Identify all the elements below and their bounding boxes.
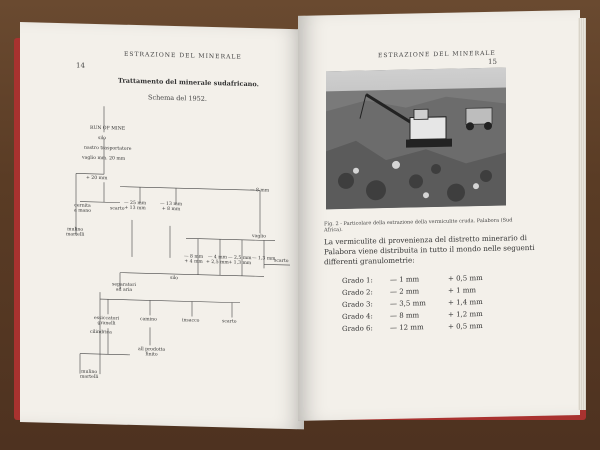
left-page xyxy=(20,22,304,429)
grade-label: Grado 1: xyxy=(342,276,373,285)
photo-caption: Fig. 2 - Particolare della estrazione della vermiculite cruda. Palabora (Sud Africa). xyxy=(324,217,513,234)
flow-run-of-mine: RUN OF MINE xyxy=(90,125,126,132)
grade-label: Grado 2: xyxy=(342,288,373,297)
flow-coarse: essiccatori granelli xyxy=(94,315,120,327)
flow-grade-4-25: — 4 mm + 2,5 mm xyxy=(206,254,229,266)
flow-air-separators: separatori ad aria xyxy=(112,282,136,294)
flowchart-lines xyxy=(20,22,304,429)
flow-silo-row: silo xyxy=(170,275,179,282)
grade-plus: + 1,2 mm xyxy=(448,310,483,319)
running-head-left: ESTRAZIONE DEL MINERALE xyxy=(124,50,242,61)
grade-minus: — 1 mm xyxy=(390,275,420,284)
page-number-right: 15 xyxy=(488,57,497,66)
flow-conveyor: nastro trasportatore xyxy=(84,145,132,152)
grade-label: Grado 6: xyxy=(342,324,373,333)
flow-fine: camino xyxy=(140,317,157,323)
excavator-photo-image xyxy=(326,68,506,210)
page-edges xyxy=(578,18,586,410)
body-paragraph: La vermiculite di provenienza del distretto minerario di Palabora viene distribuita in tutto il mondo nelle seguenti differenti granulometrie: xyxy=(324,233,535,267)
flow-grade-25-13: — 2,5 mm + 1,3 mm xyxy=(228,255,252,267)
grade-minus: — 12 mm xyxy=(390,323,424,332)
grade-label: Grado 3: xyxy=(342,300,373,309)
figure-subtitle: Schema del 1952. xyxy=(148,93,207,103)
running-head-right: ESTRAZIONE DEL MINERALE xyxy=(378,49,496,60)
grade-plus: + 1 mm xyxy=(448,286,477,295)
quarry-photo xyxy=(326,68,506,210)
flow-screen: vaglio mm. 20 mm xyxy=(82,155,126,162)
flow-waste-2: scarto xyxy=(222,319,237,325)
flow-plus-20: + 20 mm xyxy=(86,175,108,182)
flow-grade-8-4: — 8 mm + 4 mm xyxy=(184,254,204,266)
flow-cut-25-13: — 25 mm + 13 mm xyxy=(124,200,147,212)
flow-screen-2: vaglio xyxy=(252,234,266,240)
figure-title: Trattamento del minerale sudafricano. xyxy=(118,76,259,89)
flow-hand-sort: cernita a mano xyxy=(74,203,92,215)
right-page xyxy=(298,10,580,421)
flow-hammer-mill-2: mulino martelli xyxy=(80,369,99,381)
flow-hammer-mill-1: mulino martelli xyxy=(66,227,85,239)
flow-waste: scarto xyxy=(110,206,125,212)
grade-minus: — 8 mm xyxy=(390,311,420,320)
grade-minus: — 2 mm xyxy=(390,287,420,296)
page-number-left: 14 xyxy=(76,61,85,70)
flow-waste-side: scarto xyxy=(274,258,289,265)
flow-cut-8: — 8 mm xyxy=(250,188,270,194)
flow-silo: silo xyxy=(98,136,107,142)
flow-cut-13-8: — 13 mm + 8 mm xyxy=(160,201,183,213)
flow-sacks: insacco xyxy=(182,318,200,324)
grade-minus: — 3,5 mm xyxy=(390,299,426,308)
grade-label: Grado 4: xyxy=(342,312,373,321)
flow-grade-13: — 1,3 mm xyxy=(252,256,276,262)
flow-cyclone: cilindrica xyxy=(90,329,112,336)
grade-plus: + 1,4 mm xyxy=(448,298,483,307)
grade-plus: + 0,5 mm xyxy=(448,322,483,331)
grade-plus: + 0,5 mm xyxy=(448,274,483,283)
flow-to-product: all prodotto finito xyxy=(138,347,166,359)
